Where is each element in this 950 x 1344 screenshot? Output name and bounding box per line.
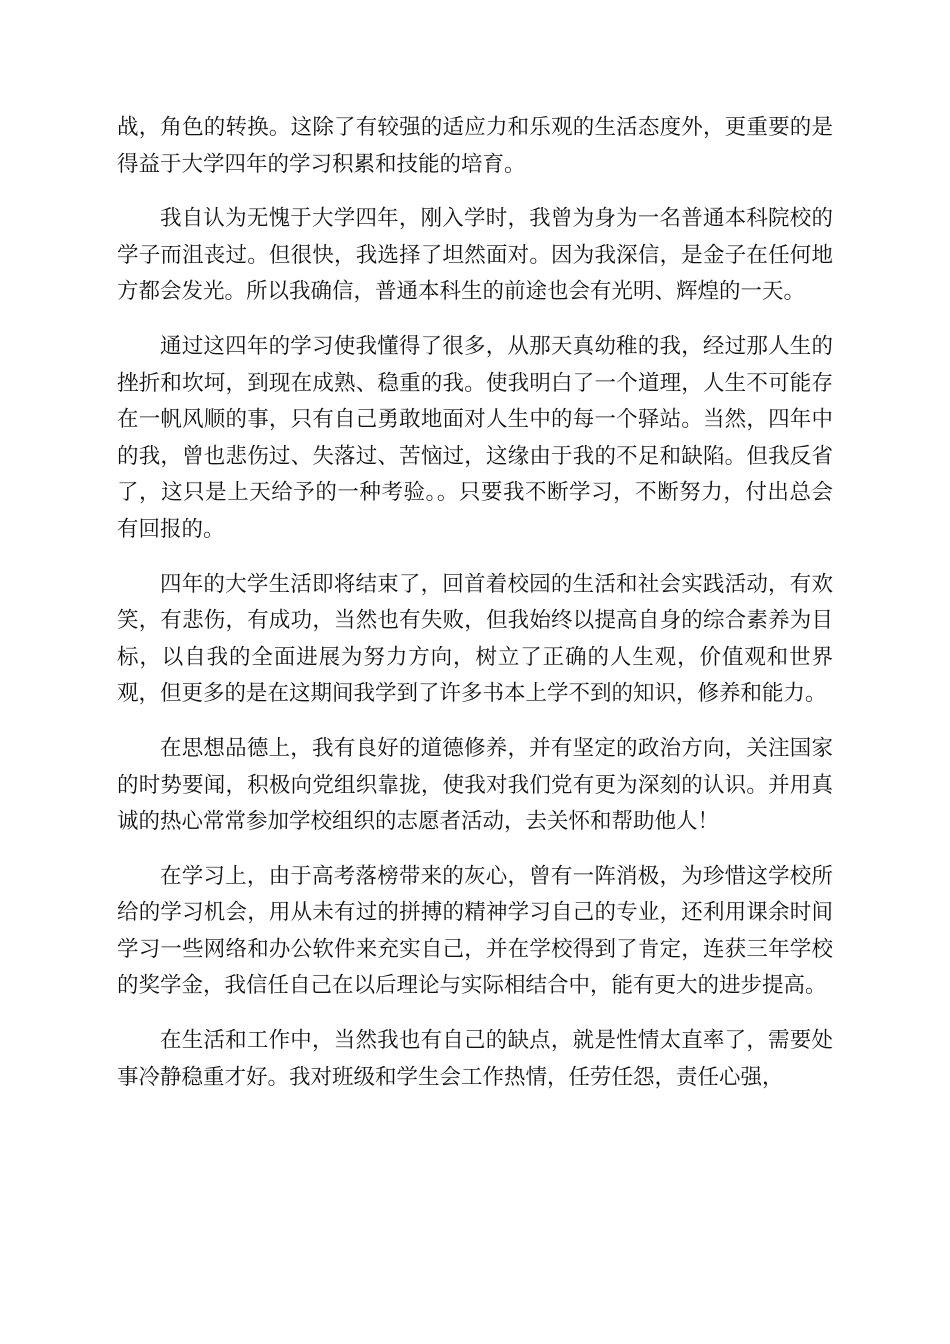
paragraph-continuation: 战，角色的转换。这除了有较强的适应力和乐观的生活态度外，更重要的是得益于大学四年的学习积累和技能的培育。 [117, 115, 833, 177]
paragraph: 在学习上，由于高考落榜带来的灰心，曾有一阵消极，为珍惜这学校所给的学习机会，用从未有过的拼搏的精神学习自己的专业，还利用课余时间学习一些网络和办公软件来充实自己，并在学校得到了肯定，连获三年学校的奖学金，我信任自己在以后理论与实际相结合中，能有更大的进步提高。 [117, 863, 833, 999]
document-page [117, 110, 833, 1114]
paragraph: 在生活和工作中，当然我也有自己的缺点，就是性情太直率了，需要处事冷静稳重才好。我对班级和学生会工作热情，任劳任怨，责任心强， [117, 1028, 833, 1090]
paragraph: 我自认为无愧于大学四年，刚入学时，我曾为身为一名普通本科院校的学子而沮丧过。但很快，我选择了坦然面对。因为我深信，是金子在任何地方都会发光。所以我确信，普通本科生的前途也会有光明、辉煌的一天。 [117, 206, 833, 305]
paragraph: 通过这四年的学习使我懂得了很多，从那天真幼稚的我，经过那人生的挫折和坎坷，到现在成熟、稳重的我。使我明白了一个道理，人生不可能存在一帆风顺的事，只有自己勇敢地面对人生中的每一个驿站。当然，四年中的我，曾也悲伤过、失落过、苦恼过，这缘由于我的不足和缺陷。但我反省了，这只是上天给予的一种考验。。只要我不断学习，不断努力，付出总会有回报的。 [117, 333, 833, 542]
paragraph: 在思想品德上，我有良好的道德修养，并有坚定的政治方向，关注国家的时势要闻，积极向党组织靠拢，使我对我们党有更为深刻的认识。并用真诚的热心常常参加学校组织的志愿者活动，去关怀和帮助他人！ [117, 735, 833, 835]
paragraph: 四年的大学生活即将结束了，回首着校园的生活和社会实践活动，有欢笑，有悲伤，有成功，当然也有失败，但我始终以提高自身的综合素养为目标，以自我的全面进展为努力方向，树立了正确的人生观，价值观和世界观，但更多的是在这期间我学到了许多书本上学不到的知识，修养和能力。 [117, 571, 833, 707]
